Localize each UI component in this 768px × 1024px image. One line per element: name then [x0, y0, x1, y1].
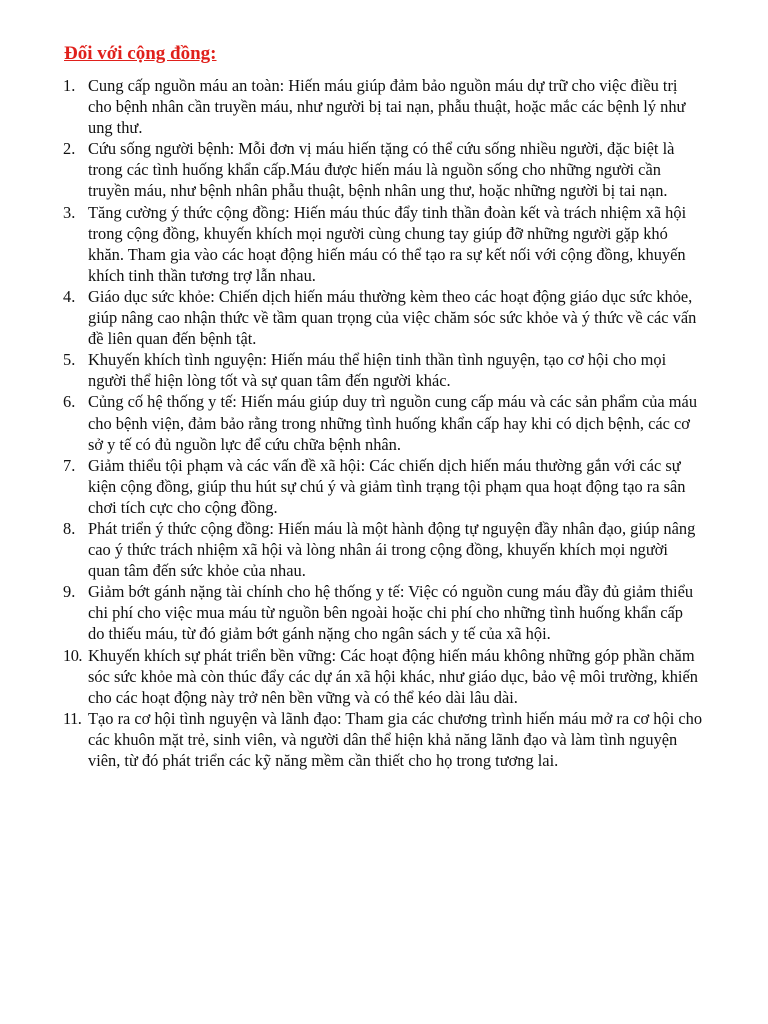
list-item — [63, 581, 703, 644]
list-item-number: 3. — [63, 202, 76, 222]
list-item-number: 2. — [63, 139, 76, 159]
list-item-text: Phát triển ý thức cộng đồng: Hiến máu là một hành động tự nguyện đầy nhân đạo, giúp nâng cao ý thức trách nhiệm xã hội và lòng nhân ái trong cộng đồng, khuyến khích mọi người quan tâm đến sức khỏe của nhau. — [88, 518, 696, 581]
list-item-text: Tạo ra cơ hội tình nguyện và lãnh đạo: Tham gia các chương trình hiến máu mở ra cơ hội cho các khuôn mặt trẻ, sinh viên, và người dân thể hiện khả năng lãnh đạo và làm tình nguyện viên, từ đó phát triển các kỹ năng mềm cần thiết cho họ trong tương lai. — [88, 708, 703, 770]
list-item — [63, 391, 703, 454]
list-item — [63, 708, 703, 771]
list-item — [63, 645, 703, 708]
list-item-number: 7. — [63, 455, 76, 475]
list-item-text: Khuyến khích sự phát triển bền vững: Các hoạt động hiến máu không những góp phần chăm sóc sức khỏe mà còn thúc đẩy các dự án xã hội khác, như giáo dục, bảo vệ môi trường, khiến cho các hoạt động này trở nên bền vững và có thể kéo dài lâu dài. — [88, 645, 698, 707]
list-item-number: 6. — [63, 392, 76, 412]
list-item-text: Cung cấp nguồn máu an toàn: Hiến máu giúp đảm bảo nguồn máu dự trữ cho việc điều trị cho bệnh nhân cần truyền máu, như người bị tai nạn, phẫu thuật, hoặc mắc các bệnh lý như ung thư. — [88, 76, 686, 138]
list-item-number: 10. — [63, 645, 82, 665]
benefits-list — [63, 75, 703, 771]
list-item-text: Khuyến khích tình nguyện: Hiến máu thể hiện tinh thần tình nguyện, tạo cơ hội cho mọi người thể hiện lòng tốt và sự quan tâm đến người khác. — [88, 350, 667, 391]
list-item — [63, 286, 703, 349]
list-item-number: 4. — [63, 286, 76, 306]
list-item-text: Giảm thiểu tội phạm và các vấn đề xã hội: Các chiến dịch hiến máu thường gắn với các sự kiện cộng đồng, giúp thu hút sự chú ý và giảm tình trạng tội phạm qua hoạt động tạo ra sân chơi tích cực cho cộng đồng. — [88, 455, 686, 517]
list-item-text: Tăng cường ý thức cộng đồng: Hiến máu thúc đẩy tinh thần đoàn kết và trách nhiệm xã hội trong cộng đồng, khuyến khích mọi người cùng chung tay giúp đỡ những người gặp khó khăn. Tham gia vào các hoạt động hiến máu có thể tạo ra sự kết nối với cộng đồng, khuyến khích tinh thần tương trợ lẫn nhau. — [88, 202, 687, 285]
list-item — [63, 455, 703, 518]
list-item-number: 9. — [63, 582, 76, 602]
list-item-text: Cứu sống người bệnh: Mỗi đơn vị máu hiến tặng có thể cứu sống nhiều người, đặc biệt là trong các tình huống khẩn cấp.Máu được hiến máu là nguồn sống cho những người cần truyền máu, như bệnh nhân phẫu thuật, bệnh nhân ung thư, hoặc những người bị tai nạn. — [88, 139, 675, 201]
list-item-number: 8. — [63, 518, 76, 538]
list-item-text: Giáo dục sức khỏe: Chiến dịch hiến máu thường kèm theo các hoạt động giáo dục sức khỏe, giúp nâng cao nhận thức về tầm quan trọng của việc chăm sóc sức khỏe và ý thức về các vấn đề liên quan đến bệnh tật. — [88, 286, 697, 349]
list-item — [63, 75, 703, 138]
list-item — [63, 202, 703, 286]
section-heading: Đối với cộng đồng: — [64, 43, 217, 64]
list-item — [63, 349, 703, 391]
list-item-text: Củng cố hệ thống y tế: Hiến máu giúp duy trì nguồn cung cấp máu và các sản phẩm của máu cho bệnh viện, đảm bảo rằng trong những tình huống khẩn cấp hay khi có dịch bệnh, các cơ sở y tế có đủ nguồn lực để cứu chữa bệnh nhân. — [88, 392, 698, 454]
list-item-number: 5. — [63, 350, 76, 370]
list-item-number: 1. — [63, 76, 76, 95]
list-item — [63, 138, 703, 201]
list-item — [63, 518, 703, 581]
list-item-text: Giảm bớt gánh nặng tài chính cho hệ thống y tế: Việc có nguồn cung máu đầy đủ giảm thiểu chi phí cho việc mua máu từ nguồn bên ngoài hoặc chi phí cho những tình huống khẩn cấp do thiếu máu, từ đó giảm bớt gánh nặng cho ngân sách y tế của xã hội. — [88, 582, 694, 644]
list-item-number: 11. — [63, 708, 82, 728]
